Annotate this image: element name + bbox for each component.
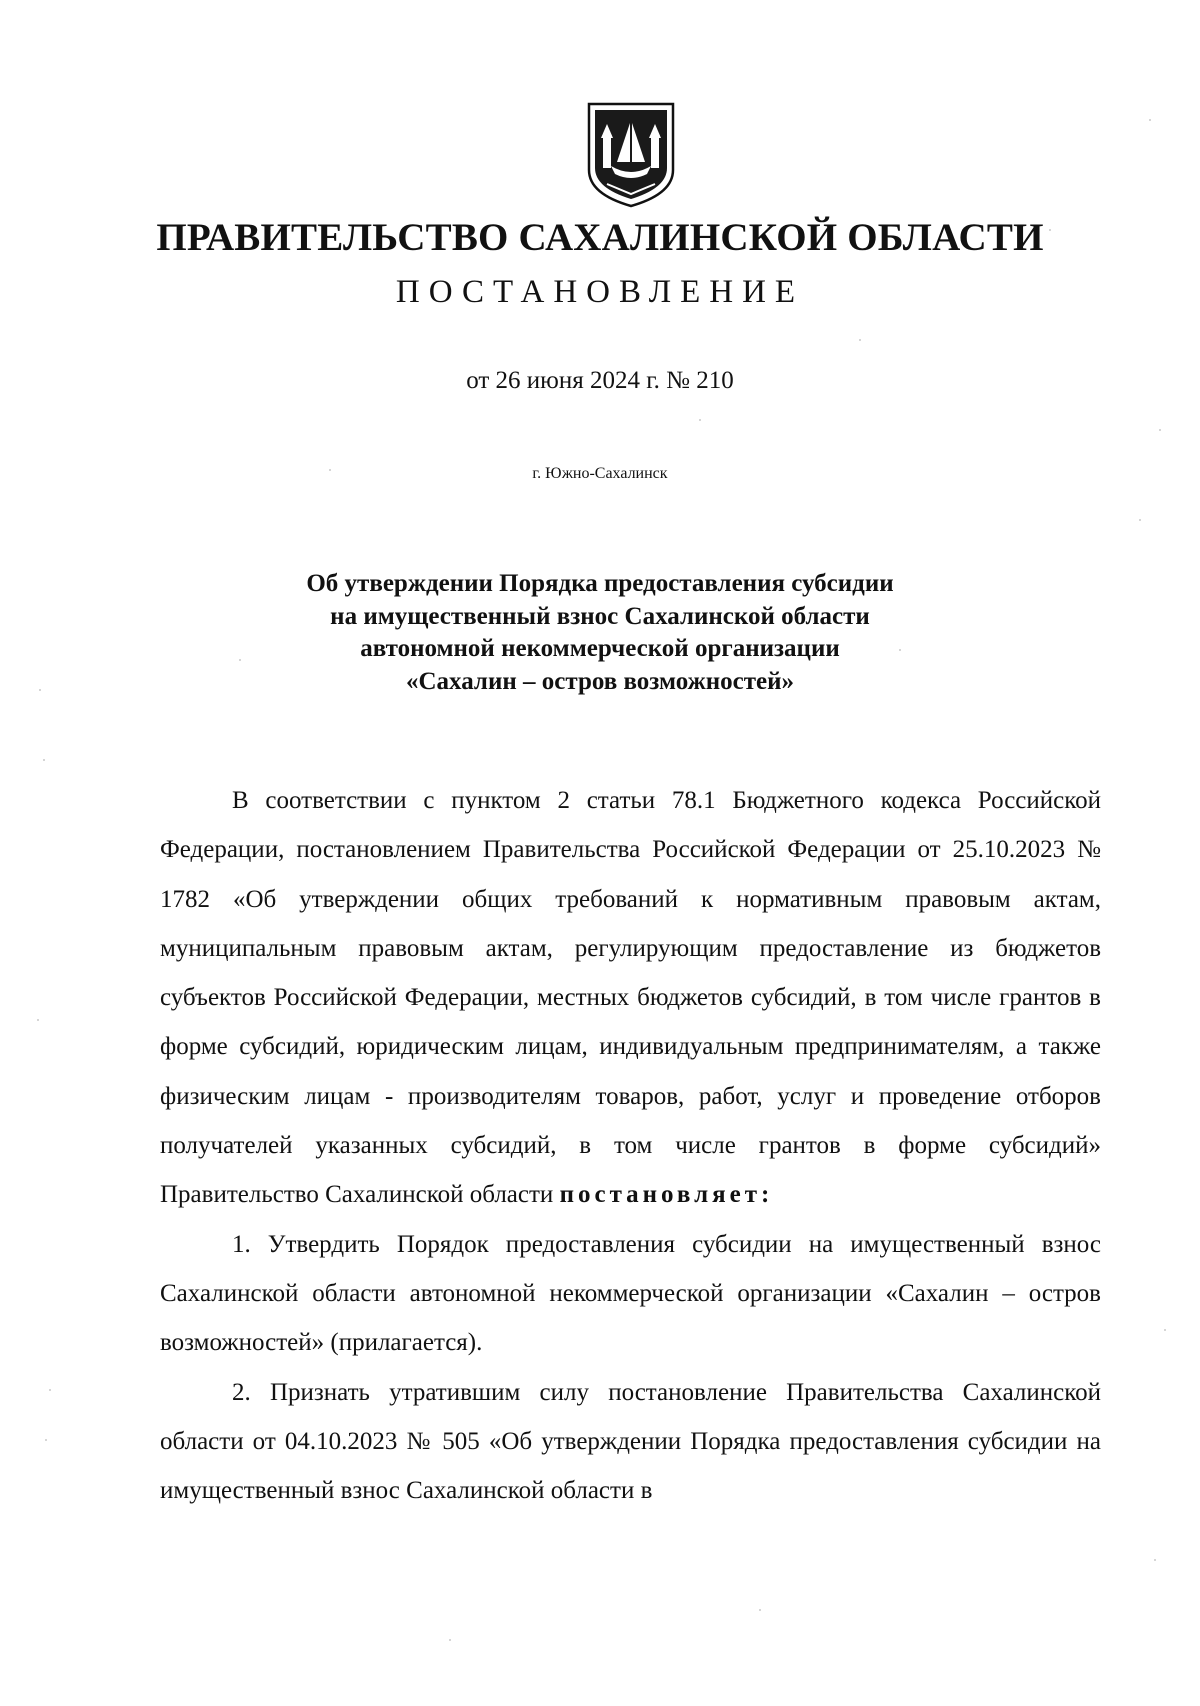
preamble-paragraph: [160, 776, 1101, 1220]
sakhalin-coat-of-arms-icon: [585, 100, 677, 208]
decree-word: постановляет:: [559, 1181, 774, 1209]
item-2-paragraph: 2. Признать утратившим силу постановление Правительства Сахалинской области от 04.10.2023 № 505 «Об утверждении Порядка предоставления субсидии на имущественный взнос Сахалинской области в: [160, 1378, 1101, 1505]
preamble-text: В соответствии с пунктом 2 статьи 78.1 Бюджетного кодекса Российской Федерации, постановлением Правительства Российской Федерации от 25.10.2023 № 1782 «Об утверждении общих требований к нормативным правовым актам, муниципальным правовым актам, регулирующим предоставление из бюджетов субъектов Российской Федерации, местных бюджетов субсидий, в том числе грантов в форме субсидий, юридическим лицам, индивидуальным предпринимателям, а также физическим лицам - производителям товаров, работ, услуг и проведение отборов получателей указанных субсидий, в том числе грантов в форме субсидий» Правительство Сахалинской области: [160, 787, 1101, 1209]
subject-line: автономной некоммерческой организации: [360, 635, 840, 662]
government-title: ПРАВИТЕЛЬСТВО САХАЛИНСКОЙ ОБЛАСТИ: [156, 216, 1044, 259]
subject-line: «Сахалин – остров возможностей»: [405, 667, 794, 695]
subject-line: Об утверждении Порядка предоставления субсидии: [306, 570, 894, 597]
document-city: г. Южно-Сахалинск: [532, 465, 668, 482]
document-subject: [200, 568, 1000, 698]
subject-line: на имущественный взнос Сахалинской области: [330, 602, 870, 630]
item-1-paragraph: 1. Утвердить Порядок предоставления субсидии на имущественный взнос Сахалинской области автономной некоммерческой организации «Сахалин – остров возможностей» (прилагается).: [160, 1230, 1101, 1357]
document-date-number: от 26 июня 2024 г. № 210: [466, 367, 734, 394]
document-body: [160, 776, 1101, 1515]
document-type: ПОСТАНОВЛЕНИЕ: [395, 274, 805, 310]
